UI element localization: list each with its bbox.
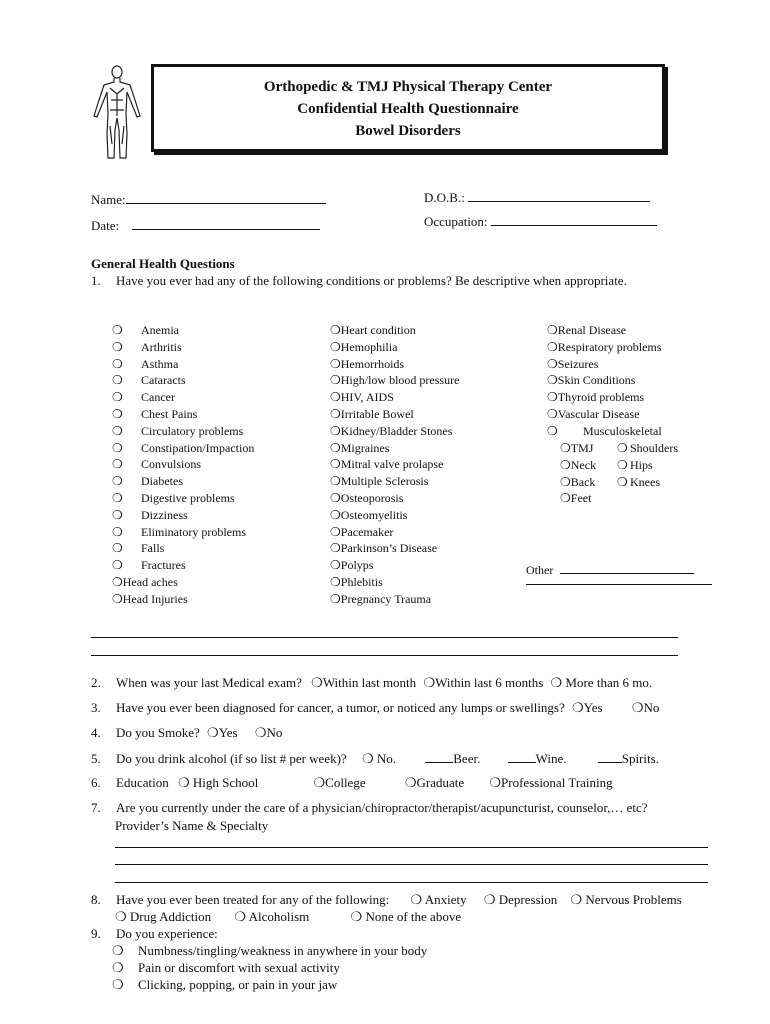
radio-icon: ❍ bbox=[570, 892, 583, 907]
q9-item[interactable] bbox=[112, 960, 340, 976]
q1-row bbox=[91, 273, 627, 289]
condition-item[interactable] bbox=[547, 373, 635, 388]
condition-item[interactable] bbox=[547, 340, 661, 355]
condition-item-label: Parkinson’s Disease bbox=[340, 541, 438, 556]
condition-item[interactable] bbox=[112, 424, 243, 439]
condition-item-label: High/low blood pressure bbox=[340, 373, 460, 388]
radio-icon: ❍ bbox=[254, 725, 267, 740]
radio-icon: ❍ bbox=[330, 457, 341, 472]
condition-item-label: Polyps bbox=[340, 558, 374, 573]
dob-label: D.O.B.: bbox=[424, 190, 465, 205]
dob-field[interactable] bbox=[468, 189, 650, 202]
other-line[interactable] bbox=[526, 584, 712, 585]
q7-line-3[interactable] bbox=[115, 882, 708, 883]
q3-no-label: No bbox=[643, 700, 660, 715]
radio-icon: ❍ bbox=[572, 700, 584, 715]
condition-item[interactable] bbox=[330, 457, 443, 472]
condition-item-label: Heart condition bbox=[340, 323, 416, 337]
radio-icon: ❍ bbox=[330, 524, 341, 539]
q5-wine[interactable] bbox=[508, 751, 567, 766]
q7-text: Are you currently under the care of a physician/chiropractor/therapist/acupuncturist, counselor,… etc? bbox=[116, 800, 648, 815]
q8-opt1-label: Anxiety bbox=[424, 892, 467, 907]
radio-icon: ❍ bbox=[112, 977, 124, 992]
radio-icon: ❍ bbox=[112, 491, 123, 505]
q9-item[interactable] bbox=[112, 977, 337, 993]
condition-item-label: Constipation/Impaction bbox=[141, 440, 255, 455]
radio-icon: ❍ bbox=[617, 474, 628, 489]
condition-item[interactable] bbox=[330, 474, 428, 489]
radio-icon: ❍ bbox=[177, 775, 190, 790]
condition-item-label: Hemophilia bbox=[340, 339, 398, 354]
condition-item-label: Osteomyelitis bbox=[340, 507, 408, 522]
condition-item[interactable] bbox=[112, 575, 178, 590]
body-figure-icon bbox=[88, 64, 146, 160]
joint-item[interactable] bbox=[560, 458, 596, 473]
condition-item-label: Digestive problems bbox=[141, 491, 235, 505]
q6-opt1[interactable] bbox=[178, 775, 258, 790]
date-row bbox=[91, 217, 320, 234]
q3-text: Have you ever been diagnosed for cancer, a tumor, or noticed any lumps or swellings? bbox=[116, 700, 565, 715]
radio-icon: ❍ bbox=[350, 909, 363, 924]
radio-icon: ❍ bbox=[330, 575, 341, 589]
condition-item[interactable] bbox=[330, 373, 459, 388]
q5-spirits[interactable] bbox=[598, 751, 659, 766]
q8-opt6[interactable] bbox=[351, 909, 462, 924]
radio-icon: ❍ bbox=[330, 323, 341, 337]
condition-item-label: Respiratory problems bbox=[557, 339, 662, 354]
radio-icon: ❍ bbox=[560, 491, 571, 506]
q2-row bbox=[91, 675, 652, 691]
notes-line-2[interactable] bbox=[91, 655, 678, 656]
q2-opt2-label: Within last 6 months bbox=[435, 675, 544, 690]
condition-item-label: Head Injuries bbox=[122, 591, 188, 606]
occupation-row bbox=[424, 213, 657, 230]
q7-sub: Provider’s Name & Specialty bbox=[115, 818, 269, 833]
q7-number: 7. bbox=[91, 800, 101, 815]
radio-icon: ❍ bbox=[112, 339, 123, 354]
section-title: General Health Questions bbox=[91, 256, 235, 271]
q3-number: 3. bbox=[91, 700, 101, 715]
q2-opt1-label: Within last month bbox=[322, 675, 417, 690]
condition-item-label: Eliminatory problems bbox=[141, 524, 246, 539]
q8-opt5-label: Alcoholism bbox=[248, 909, 310, 924]
condition-item[interactable] bbox=[330, 491, 403, 506]
q6-opt3[interactable] bbox=[405, 775, 464, 790]
condition-item[interactable] bbox=[330, 407, 414, 422]
radio-icon: ❍ bbox=[617, 441, 628, 455]
q6-opt4[interactable] bbox=[489, 775, 612, 790]
radio-icon: ❍ bbox=[547, 356, 558, 371]
q7-line-2[interactable] bbox=[115, 864, 708, 865]
dob-row bbox=[424, 189, 650, 206]
radio-icon: ❍ bbox=[112, 591, 123, 606]
condition-item-label: Cancer bbox=[141, 390, 175, 405]
radio-icon: ❍ bbox=[330, 541, 341, 556]
condition-item-label: Pregnancy Trauma bbox=[340, 591, 432, 606]
condition-item-label: Circulatory problems bbox=[141, 423, 244, 438]
name-row bbox=[91, 191, 326, 208]
radio-icon: ❍ bbox=[330, 407, 341, 421]
condition-item[interactable] bbox=[112, 323, 179, 338]
form-subtitle: Bowel Disorders bbox=[355, 123, 461, 139]
radio-icon: ❍ bbox=[112, 474, 123, 489]
q5-row bbox=[91, 750, 659, 767]
radio-icon: ❍ bbox=[112, 356, 123, 371]
q2-opt2[interactable] bbox=[423, 675, 543, 690]
radio-icon: ❍ bbox=[330, 507, 341, 522]
condition-item-label: Diabetes bbox=[141, 474, 183, 489]
condition-item-label: HIV, AIDS bbox=[340, 390, 394, 405]
condition-item[interactable] bbox=[112, 508, 188, 523]
condition-item[interactable] bbox=[330, 525, 393, 540]
radio-icon: ❍ bbox=[207, 725, 219, 740]
radio-icon: ❍ bbox=[112, 943, 124, 958]
form-title: Confidential Health Questionnaire bbox=[297, 101, 519, 117]
condition-item-label: Convulsions bbox=[141, 457, 202, 472]
condition-item[interactable] bbox=[112, 390, 175, 405]
musculoskeletal-item-label: Musculoskeletal bbox=[583, 424, 662, 438]
radio-icon: ❍ bbox=[631, 700, 644, 715]
radio-icon: ❍ bbox=[423, 675, 436, 690]
q9-number: 9. bbox=[91, 926, 101, 941]
radio-icon: ❍ bbox=[112, 423, 123, 438]
condition-item-label: Vascular Disease bbox=[557, 407, 640, 421]
q5-number: 5. bbox=[91, 751, 101, 766]
q9-row bbox=[91, 926, 218, 942]
q8-text: Have you ever been treated for any of the following: bbox=[116, 892, 390, 907]
q6-opt4-label: Professional Training bbox=[501, 775, 613, 790]
condition-item[interactable] bbox=[330, 424, 452, 439]
joint-item[interactable] bbox=[617, 441, 678, 456]
q8-opt1[interactable] bbox=[411, 892, 467, 907]
condition-item-label: Seizures bbox=[557, 356, 599, 371]
q8-opt3-label: Nervous Problems bbox=[585, 892, 682, 907]
q2-opt3-label: More than 6 mo. bbox=[565, 675, 653, 690]
q5-no[interactable] bbox=[362, 751, 396, 766]
radio-icon: ❍ bbox=[550, 675, 563, 690]
radio-icon: ❍ bbox=[112, 575, 123, 589]
condition-item-label: Hemorrhoids bbox=[340, 356, 405, 371]
condition-item-label: Irritable Bowel bbox=[340, 407, 414, 421]
condition-item-label: Head aches bbox=[122, 575, 178, 589]
q8-opt3[interactable] bbox=[571, 892, 682, 907]
joint-item[interactable] bbox=[560, 491, 591, 506]
joint-item-label: Knees bbox=[630, 474, 660, 489]
q6-text: Education bbox=[116, 775, 169, 790]
radio-icon: ❍ bbox=[617, 457, 628, 472]
q2-opt3[interactable] bbox=[551, 675, 653, 690]
condition-item[interactable] bbox=[112, 457, 201, 472]
q6-opt2-label: College bbox=[325, 775, 366, 790]
condition-item-label: Pacemaker bbox=[340, 524, 394, 539]
other-row bbox=[526, 561, 694, 578]
condition-item[interactable] bbox=[330, 558, 373, 573]
condition-item-label: Dizziness bbox=[141, 507, 188, 522]
other-label: Other bbox=[526, 563, 554, 577]
q9-text: Do you experience: bbox=[116, 926, 218, 941]
condition-item[interactable] bbox=[330, 340, 397, 355]
q5-no-label: No. bbox=[376, 751, 396, 766]
q2-opt1[interactable] bbox=[311, 675, 416, 690]
q5-wine-label: Wine. bbox=[535, 751, 567, 766]
q1-number: 1. bbox=[91, 273, 101, 288]
condition-item-label: Multiple Sclerosis bbox=[340, 474, 429, 489]
radio-icon: ❍ bbox=[547, 339, 558, 354]
q8-number: 8. bbox=[91, 892, 101, 907]
radio-icon: ❍ bbox=[410, 892, 423, 907]
q9-item[interactable] bbox=[112, 943, 427, 959]
radio-icon: ❍ bbox=[112, 390, 123, 405]
condition-item[interactable] bbox=[112, 558, 186, 573]
joint-item-label: Hips bbox=[630, 457, 653, 472]
q9-item-label: Clicking, popping, or pain in your jaw bbox=[138, 977, 338, 992]
radio-icon: ❍ bbox=[112, 407, 123, 421]
radio-icon: ❍ bbox=[560, 441, 571, 455]
condition-item[interactable] bbox=[112, 357, 178, 372]
q7-row bbox=[91, 800, 648, 816]
condition-item[interactable] bbox=[112, 407, 197, 422]
q5-beer-label: Beer. bbox=[453, 751, 481, 766]
radio-icon: ❍ bbox=[330, 440, 341, 455]
occupation-field[interactable] bbox=[491, 213, 657, 226]
clinic-title: Orthopedic & TMJ Physical Therapy Center bbox=[263, 79, 553, 95]
joint-item-label: TMJ bbox=[570, 441, 594, 455]
q3-yes[interactable] bbox=[572, 700, 603, 715]
radio-icon: ❍ bbox=[330, 474, 341, 489]
name-field[interactable] bbox=[126, 191, 326, 204]
condition-item-label: Renal Disease bbox=[557, 323, 627, 337]
radio-icon: ❍ bbox=[115, 909, 127, 924]
radio-icon: ❍ bbox=[112, 507, 123, 522]
condition-item[interactable] bbox=[330, 441, 389, 456]
radio-icon: ❍ bbox=[489, 775, 502, 790]
condition-item[interactable] bbox=[547, 357, 598, 372]
name-label: Name: bbox=[91, 192, 126, 207]
radio-icon: ❍ bbox=[330, 339, 341, 354]
q7-line-1[interactable] bbox=[115, 847, 708, 848]
condition-item[interactable] bbox=[112, 525, 246, 540]
radio-icon: ❍ bbox=[560, 474, 571, 489]
other-field[interactable] bbox=[560, 561, 694, 574]
radio-icon: ❍ bbox=[330, 390, 341, 405]
joint-item-label: Back bbox=[570, 474, 596, 489]
joint-item-label: Feet bbox=[570, 491, 592, 506]
date-field[interactable] bbox=[132, 217, 320, 230]
radio-icon: ❍ bbox=[330, 356, 341, 371]
joint-item[interactable] bbox=[560, 441, 593, 456]
radio-icon: ❍ bbox=[330, 423, 341, 438]
radio-icon: ❍ bbox=[547, 390, 558, 405]
q2-text: When was your last Medical exam? bbox=[116, 675, 302, 690]
q4-no-label: No bbox=[266, 725, 283, 740]
q3-row bbox=[91, 700, 659, 716]
joint-item-label: Neck bbox=[570, 457, 597, 472]
condition-item-label: Anemia bbox=[141, 323, 179, 337]
radio-icon: ❍ bbox=[112, 440, 123, 455]
condition-item[interactable] bbox=[330, 592, 431, 607]
q9-item-label: Pain or discomfort with sexual activity bbox=[138, 960, 340, 975]
q6-opt3-label: Graduate bbox=[416, 775, 465, 790]
radio-icon: ❍ bbox=[112, 558, 123, 573]
q4-no[interactable] bbox=[255, 725, 283, 740]
radio-icon: ❍ bbox=[483, 892, 496, 907]
radio-icon: ❍ bbox=[112, 524, 123, 539]
q6-opt2[interactable] bbox=[314, 775, 366, 790]
radio-icon: ❍ bbox=[112, 323, 123, 337]
condition-item[interactable] bbox=[112, 474, 183, 489]
notes-line-1[interactable] bbox=[91, 637, 678, 638]
condition-item-label: Cataracts bbox=[141, 373, 186, 388]
radio-icon: ❍ bbox=[404, 775, 417, 790]
joint-item[interactable] bbox=[617, 458, 653, 473]
q4-number: 4. bbox=[91, 725, 101, 740]
q8-opt2-label: Depression bbox=[498, 892, 558, 907]
condition-item[interactable] bbox=[112, 541, 164, 556]
condition-item-label: Migraines bbox=[340, 440, 390, 455]
condition-item[interactable] bbox=[330, 575, 383, 590]
condition-item[interactable] bbox=[330, 541, 437, 556]
title-box bbox=[151, 64, 665, 152]
q8-row bbox=[91, 892, 682, 908]
condition-item-label: Falls bbox=[141, 541, 165, 556]
condition-item[interactable] bbox=[547, 323, 626, 338]
condition-item-label: Mitral valve prolapse bbox=[340, 457, 444, 472]
radio-icon: ❍ bbox=[361, 751, 374, 766]
condition-item[interactable] bbox=[330, 508, 407, 523]
q8-opt2[interactable] bbox=[484, 892, 557, 907]
condition-item-label: Thyroid problems bbox=[557, 390, 645, 405]
radio-icon: ❍ bbox=[330, 491, 341, 505]
condition-item-label: Kidney/Bladder Stones bbox=[340, 423, 453, 438]
condition-item-label: Asthma bbox=[141, 356, 179, 371]
radio-icon: ❍ bbox=[547, 407, 558, 421]
q2-number: 2. bbox=[91, 675, 101, 690]
condition-item[interactable] bbox=[547, 407, 639, 422]
q9-item-label: Numbness/tingling/weakness in anywhere in your body bbox=[138, 943, 428, 958]
joint-item[interactable] bbox=[617, 475, 660, 490]
condition-item[interactable] bbox=[112, 340, 182, 355]
q4-row bbox=[91, 725, 282, 741]
q8-opt5[interactable] bbox=[234, 909, 309, 924]
radio-icon: ❍ bbox=[547, 323, 558, 337]
musculoskeletal-item[interactable] bbox=[547, 424, 662, 439]
radio-icon: ❍ bbox=[313, 775, 326, 790]
date-label: Date: bbox=[91, 218, 120, 233]
radio-icon: ❍ bbox=[112, 457, 123, 472]
condition-item-label: Arthritis bbox=[141, 339, 182, 354]
q3-no[interactable] bbox=[632, 700, 660, 715]
q3-yes-label: Yes bbox=[583, 700, 603, 715]
radio-icon: ❍ bbox=[330, 373, 341, 388]
q8-row-2 bbox=[115, 909, 461, 925]
radio-icon: ❍ bbox=[330, 558, 341, 573]
q4-yes[interactable] bbox=[207, 725, 238, 740]
condition-item-label: Fractures bbox=[141, 558, 186, 573]
q8-opt6-label: None of the above bbox=[365, 909, 462, 924]
q5-spirits-label: Spirits. bbox=[621, 751, 659, 766]
q6-row bbox=[91, 775, 613, 791]
q5-beer[interactable] bbox=[425, 751, 480, 766]
q6-number: 6. bbox=[91, 775, 101, 790]
radio-icon: ❍ bbox=[547, 373, 558, 388]
q4-yes-label: Yes bbox=[218, 725, 238, 740]
radio-icon: ❍ bbox=[547, 424, 558, 438]
q8-opt4[interactable] bbox=[115, 909, 211, 924]
condition-item-label: Phlebitis bbox=[340, 575, 383, 589]
radio-icon: ❍ bbox=[112, 541, 123, 556]
condition-item[interactable] bbox=[330, 323, 416, 338]
condition-item[interactable] bbox=[112, 491, 235, 506]
q5-text: Do you drink alcohol (if so list # per week)? bbox=[116, 751, 347, 766]
q4-text: Do you Smoke? bbox=[116, 725, 200, 740]
condition-item[interactable] bbox=[547, 390, 644, 405]
occupation-label: Occupation: bbox=[424, 214, 488, 229]
q8-opt4-label: Drug Addiction bbox=[129, 909, 212, 924]
condition-item[interactable] bbox=[112, 373, 186, 388]
condition-item[interactable] bbox=[112, 592, 188, 607]
joint-item[interactable] bbox=[560, 475, 595, 490]
q1-text: Have you ever had any of the following conditions or problems? Be descriptive when appropriate. bbox=[116, 273, 627, 288]
condition-item[interactable] bbox=[330, 357, 404, 372]
condition-item-label: Skin Conditions bbox=[557, 373, 636, 388]
condition-item-label: Chest Pains bbox=[141, 407, 198, 421]
condition-item[interactable] bbox=[330, 390, 394, 405]
radio-icon: ❍ bbox=[234, 909, 247, 924]
radio-icon: ❍ bbox=[112, 960, 124, 975]
radio-icon: ❍ bbox=[311, 675, 323, 690]
q6-opt1-label: High School bbox=[192, 775, 259, 790]
radio-icon: ❍ bbox=[560, 457, 571, 472]
radio-icon: ❍ bbox=[112, 373, 123, 388]
condition-item-label: Osteoporosis bbox=[340, 491, 404, 505]
joint-item-label: Shoulders bbox=[630, 441, 678, 455]
condition-item[interactable] bbox=[112, 441, 254, 456]
radio-icon: ❍ bbox=[330, 591, 341, 606]
